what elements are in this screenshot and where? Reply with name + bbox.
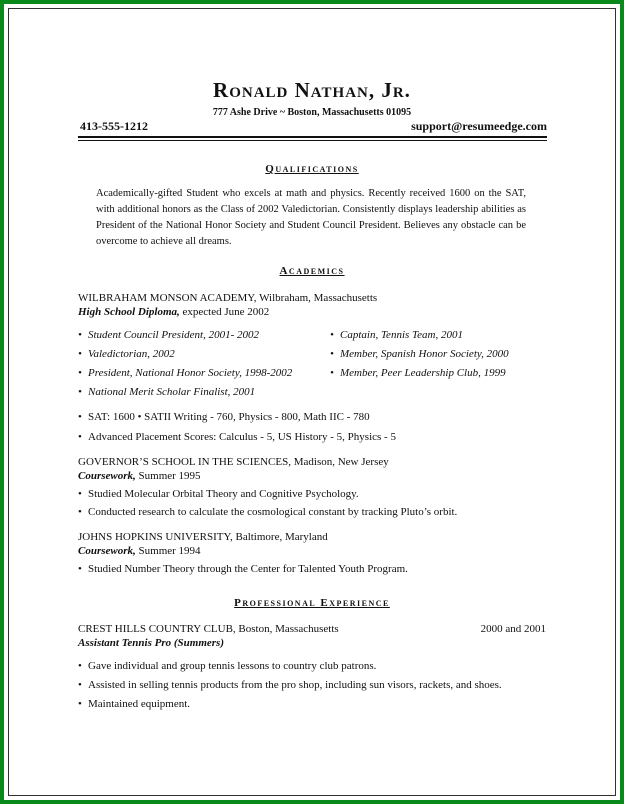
degree-label: High School Diploma, <box>78 306 180 318</box>
job-title: Assistant Tennis Pro (Summers) <box>78 637 224 649</box>
coursework-line: Coursework, Summer 1995 <box>78 470 201 482</box>
section-title-experience: Professional Experience <box>234 597 390 609</box>
school-name: JOHNS HOPKINS UNIVERSITY, Baltimore, Maryland <box>78 531 328 543</box>
applicant-name: Ronald Nathan, Jr. <box>213 78 411 102</box>
honor-item: • National Merit Scholar Finalist, 2001 <box>78 386 256 398</box>
duty-item: • Assisted in selling tennis products from the pro shop, including sun visors, rackets, and shoes. <box>78 679 502 691</box>
employment-dates: 2000 and 2001 <box>480 623 546 635</box>
score-item: • SAT: 1600 • SATII Writing - 760, Physics - 800, Math IIC - 780 <box>78 411 370 423</box>
honor-item: • Student Council President, 2001- 2002 <box>78 329 259 341</box>
honor-item: • Captain, Tennis Team, 2001 <box>330 329 463 341</box>
degree-date: expected June 2002 <box>179 306 270 318</box>
coursework-item: • Studied Number Theory through the Center for Talented Youth Program. <box>78 563 408 575</box>
score-item: • Advanced Placement Scores: Calculus - 5, US History - 5, Physics - 5 <box>78 431 396 443</box>
honor-item: • President, National Honor Society, 1998-2002 <box>78 367 293 379</box>
section-title-academics: Academics <box>279 265 345 277</box>
email: support@resumeedge.com <box>411 119 547 133</box>
school-degree <box>78 306 269 318</box>
address: 777 Ashe Drive ~ Boston, Massachusetts 01095 <box>212 107 412 118</box>
coursework-line: Coursework, Summer 1994 <box>78 545 201 557</box>
employer: CREST HILLS COUNTRY CLUB, Boston, Massachusetts <box>78 623 339 635</box>
duty-item: • Maintained equipment. <box>78 698 191 710</box>
honor-item: • Valedictorian, 2002 <box>78 348 175 360</box>
header-rule-thin <box>78 140 547 141</box>
coursework-item: • Conducted research to calculate the cosmological constant by tracking Pluto’s orbit. <box>78 506 458 518</box>
coursework-item: • Studied Molecular Orbital Theory and Cognitive Psychology. <box>78 488 359 500</box>
qualifications-text: Academically-gifted Student who excels at math and physics. Recently received 1600 on the SAT, with additional honors as the Class of 2002 Valedictorian. Consistently displays leadership abilities as President of the National Honor Society and Student Council President. Believes any obstacle can be overcome to achieve all dreams. <box>96 188 526 247</box>
school-name: WILBRAHAM MONSON ACADEMY, Wilbraham, Massachusetts <box>78 292 378 304</box>
duty-item: • Gave individual and group tennis lessons to country club patrons. <box>78 660 377 672</box>
header-rule <box>78 136 547 138</box>
section-title-qualifications: Qualifications <box>265 163 359 175</box>
phone: 413-555-1212 <box>80 119 148 133</box>
school-name: GOVERNOR’S SCHOOL IN THE SCIENCES, Madison, New Jersey <box>78 456 389 468</box>
honor-item: • Member, Spanish Honor Society, 2000 <box>330 348 509 360</box>
honor-item: • Member, Peer Leadership Club, 1999 <box>330 367 506 379</box>
